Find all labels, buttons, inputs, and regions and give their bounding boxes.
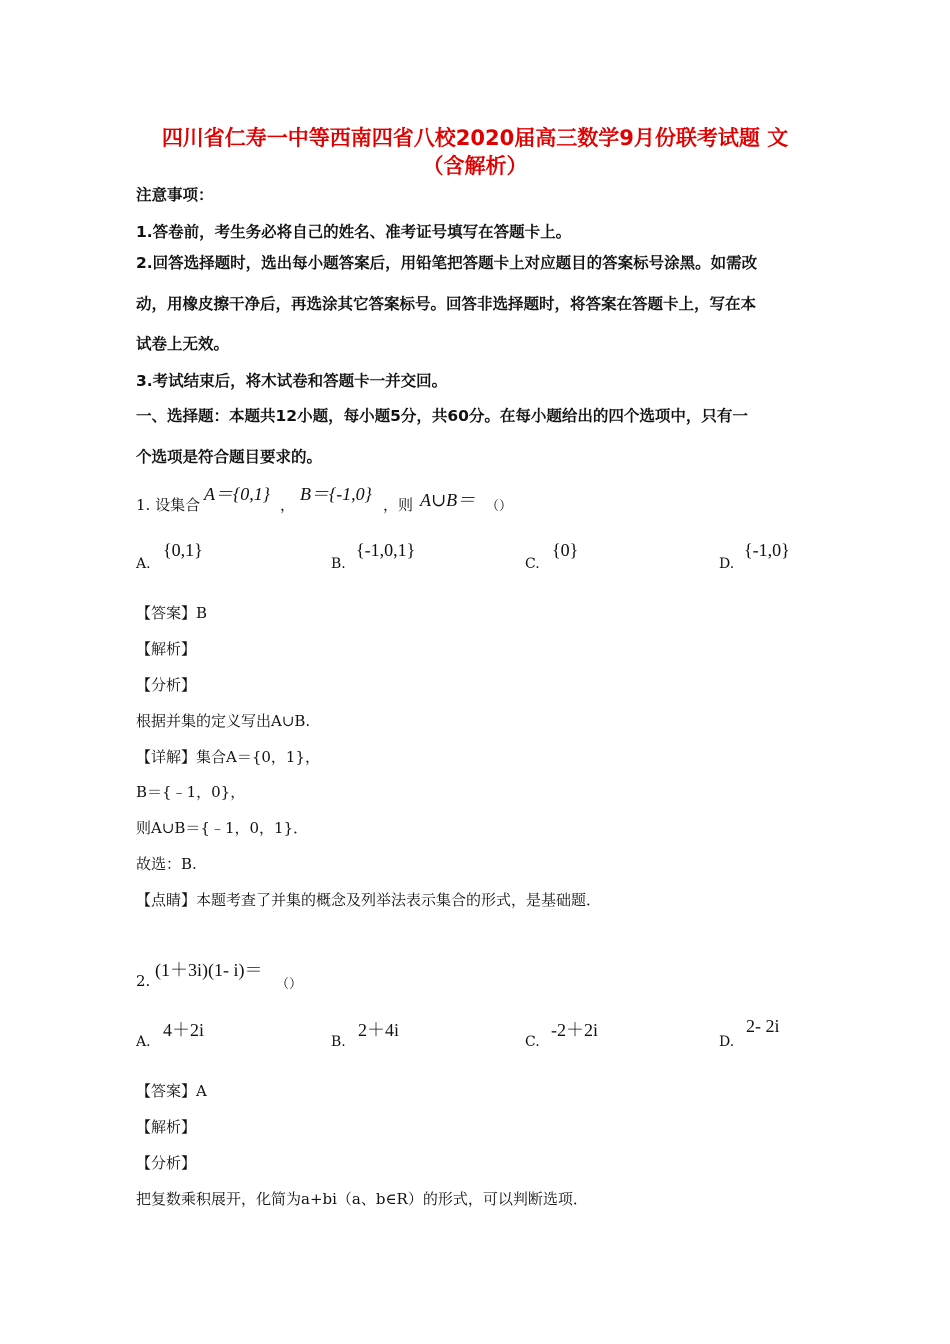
q2-fenxi-label: 【分析】 — [136, 1154, 197, 1172]
q1-option-d-value: {‐1,0} — [744, 540, 790, 560]
q2-answer: 【答案】A — [136, 1082, 207, 1100]
q1-option-c-value: {0} — [552, 540, 579, 560]
q1-set-a: A＝{0,1} — [204, 484, 270, 504]
section-heading-line2: 个选项是符合题目要求的。 — [136, 448, 323, 466]
q2-option-d-letter: D. — [719, 1034, 735, 1050]
q2-option-c-value: ‐2＋2i — [551, 1020, 598, 1040]
q1-option-c-letter: C. — [525, 556, 540, 572]
q2-option-b-value: 2＋4i — [358, 1020, 400, 1040]
q2-option-b-letter: B. — [331, 1034, 346, 1050]
q1-answer: 【答案】B — [136, 604, 208, 622]
q2-option-a-value: 4＋2i — [163, 1020, 205, 1040]
q1-option-b-value: {‐1,0,1} — [356, 540, 416, 560]
q1-option-b-letter: B. — [331, 556, 346, 572]
q2-analysis: 把复数乘积展开，化简为a+bi（a、b∈R）的形式，可以判断选项． — [136, 1190, 588, 1208]
notice-item-2-line1: 2.回答选择题时，选出每小题答案后，用铅笔把答题卡上对应题目的答案标号涂黑。如需改 — [136, 254, 758, 272]
q1-comment: 【点睛】本题考查了并集的概念及列举法表示集合的形式，是基础题． — [136, 891, 602, 909]
q1-detail-line1: 【详解】集合A＝{0，1}， — [136, 748, 321, 766]
q2-option-d-value: 2‐ 2i — [746, 1016, 780, 1036]
notice-item-3: 3.考试结束后，将木试卷和答题卡一并交回。 — [136, 372, 448, 390]
notice-item-2-line3: 试卷上无效。 — [136, 335, 230, 353]
q2-answer-paren: （） — [276, 977, 303, 992]
q1-detail-line3: 则A∪B＝{﹣1，0，1}． — [136, 819, 309, 837]
q1-analysis: 根据并集的定义写出A∪B. — [136, 712, 311, 730]
q1-comma: ， — [280, 496, 296, 514]
q1-jiexi-label: 【解析】 — [136, 640, 197, 658]
q1-set-b: B＝{‐1,0} — [300, 484, 372, 504]
q1-detail-line2: B＝{﹣1，0}， — [136, 783, 246, 801]
q1-option-d-letter: D. — [719, 556, 735, 572]
q2-option-c-letter: C. — [525, 1034, 540, 1050]
q1-answer-paren: （） — [486, 499, 513, 514]
q1-then: ，则 — [383, 496, 414, 514]
document-title-line2: （含解析） — [422, 154, 528, 178]
q1-choose: 故选：B. — [136, 855, 197, 873]
q1-option-a-letter: A. — [136, 556, 151, 572]
notice-item-2-line2: 动，用橡皮擦干净后，再选涂其它答案标号。回答非选择题时，将答案在答题卡上，写在本 — [136, 295, 757, 313]
notice-heading: 注意事项： — [136, 186, 214, 204]
q1-fenxi-label: 【分析】 — [136, 676, 197, 694]
section-heading-line1: 一、选择题：本题共12小题，每小题5分，共60分。在每小题给出的四个选项中，只有一 — [136, 407, 748, 425]
q2-expression: (1＋3i)(1‐ i)＝ — [155, 960, 263, 980]
q1-expression: A∪B＝ — [420, 490, 476, 510]
q2-jiexi-label: 【解析】 — [136, 1118, 197, 1136]
q1-prefix: 1. 设集合 — [136, 496, 201, 514]
q2-prefix: 2. — [136, 972, 151, 990]
q2-option-a-letter: A. — [136, 1034, 151, 1050]
document-title-line1: 四川省仁寿一中等西南四省八校2020届高三数学9月份联考试题 文 — [161, 126, 789, 150]
q1-option-a-value: {0,1} — [163, 540, 203, 560]
notice-item-1: 1.答卷前，考生务必将自己的姓名、准考证号填写在答题卡上。 — [136, 223, 572, 241]
